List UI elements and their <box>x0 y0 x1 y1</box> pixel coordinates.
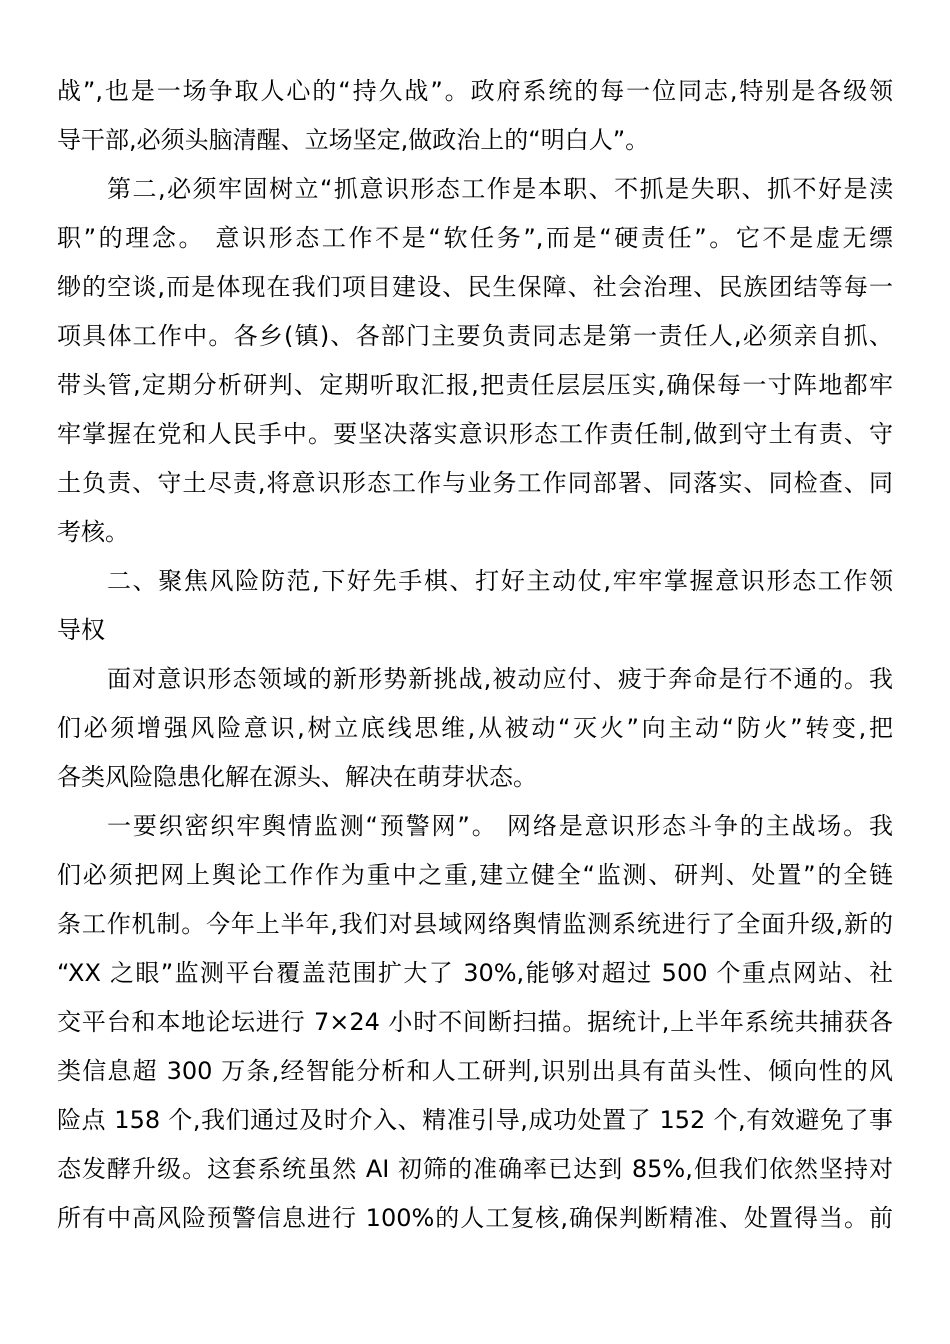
text-line: 牢掌握在党和人民手中。要坚决落实意识形态工作责任制,做到守土有责、守 <box>57 420 893 448</box>
text-line: “XX 之眼”监测平台覆盖范围扩大了 30%,能够对超过 500 个重点网站、社 <box>57 959 893 987</box>
text-line: 条工作机制。今年上半年,我们对县域网络舆情监测系统进行了全面升级,新的 <box>57 910 893 938</box>
text-line: 导干部,必须头脑清醒、立场坚定,做政治上的“明白人”。 <box>57 126 650 154</box>
text-line: 项具体工作中。各乡(镇)、各部门主要负责同志是第一责任人,必须亲自抓、 <box>57 322 893 350</box>
text-line: 们必须增强风险意识,树立底线思维,从被动“灭火”向主动“防火”转变,把 <box>57 714 893 742</box>
text-line: 第二,必须牢固树立“抓意识形态工作是本职、不抓是失职、抓不好是渎 <box>107 175 893 203</box>
text-line: 险点 158 个,我们通过及时介入、精准引导,成功处置了 152 个,有效避免了事 <box>57 1106 893 1134</box>
paragraph <box>57 67 893 165</box>
document-body <box>57 67 893 1243</box>
text-line: 各类风险隐患化解在源头、解决在萌芽状态。 <box>57 763 537 791</box>
text-line: 土负责、守土尽责,将意识形态工作与业务工作同部署、同落实、同检查、同 <box>57 469 893 497</box>
text-line: 们必须把网上舆论工作作为重中之重,建立健全“监测、研判、处置”的全链 <box>57 861 893 889</box>
text-line: 考核。 <box>57 518 129 546</box>
text-line: 一要织密织牢舆情监测“预警网”。 网络是意识形态斗争的主战场。我 <box>107 812 893 840</box>
text-line: 职”的理念。 意识形态工作不是“软任务”,而是“硬责任”。它不是虚无缥 <box>57 224 893 252</box>
text-line: 类信息超 300 万条,经智能分析和人工研判,识别出具有苗头性、倾向性的风 <box>57 1057 893 1085</box>
text-line: 交平台和本地论坛进行 7×24 小时不间断扫描。据统计,上半年系统共捕获各 <box>57 1008 893 1036</box>
text-line: 带头管,定期分析研判、定期听取汇报,把责任层层压实,确保每一寸阵地都牢 <box>57 371 893 399</box>
paragraph <box>57 165 893 557</box>
paragraph <box>57 802 893 1243</box>
text-line: 导权 <box>57 616 105 644</box>
text-line: 战”,也是一场争取人心的“持久战”。政府系统的每一位同志,特别是各级领 <box>57 77 893 105</box>
text-line: 面对意识形态领域的新形势新挑战,被动应付、疲于奔命是行不通的。我 <box>107 665 893 693</box>
text-line: 所有中高风险预警信息进行 100%的人工复核,确保判断精准、处置得当。前 <box>57 1204 893 1232</box>
text-line: 态发酵升级。这套系统虽然 AI 初筛的准确率已达到 85%,但我们依然坚持对 <box>57 1155 893 1183</box>
text-line: 二、聚焦风险防范,下好先手棋、打好主动仗,牢牢掌握意识形态工作领 <box>107 567 893 595</box>
section-heading <box>57 557 893 655</box>
text-line: 缈的空谈,而是体现在我们项目建设、民生保障、社会治理、民族团结等每一 <box>57 273 893 301</box>
paragraph <box>57 655 893 802</box>
